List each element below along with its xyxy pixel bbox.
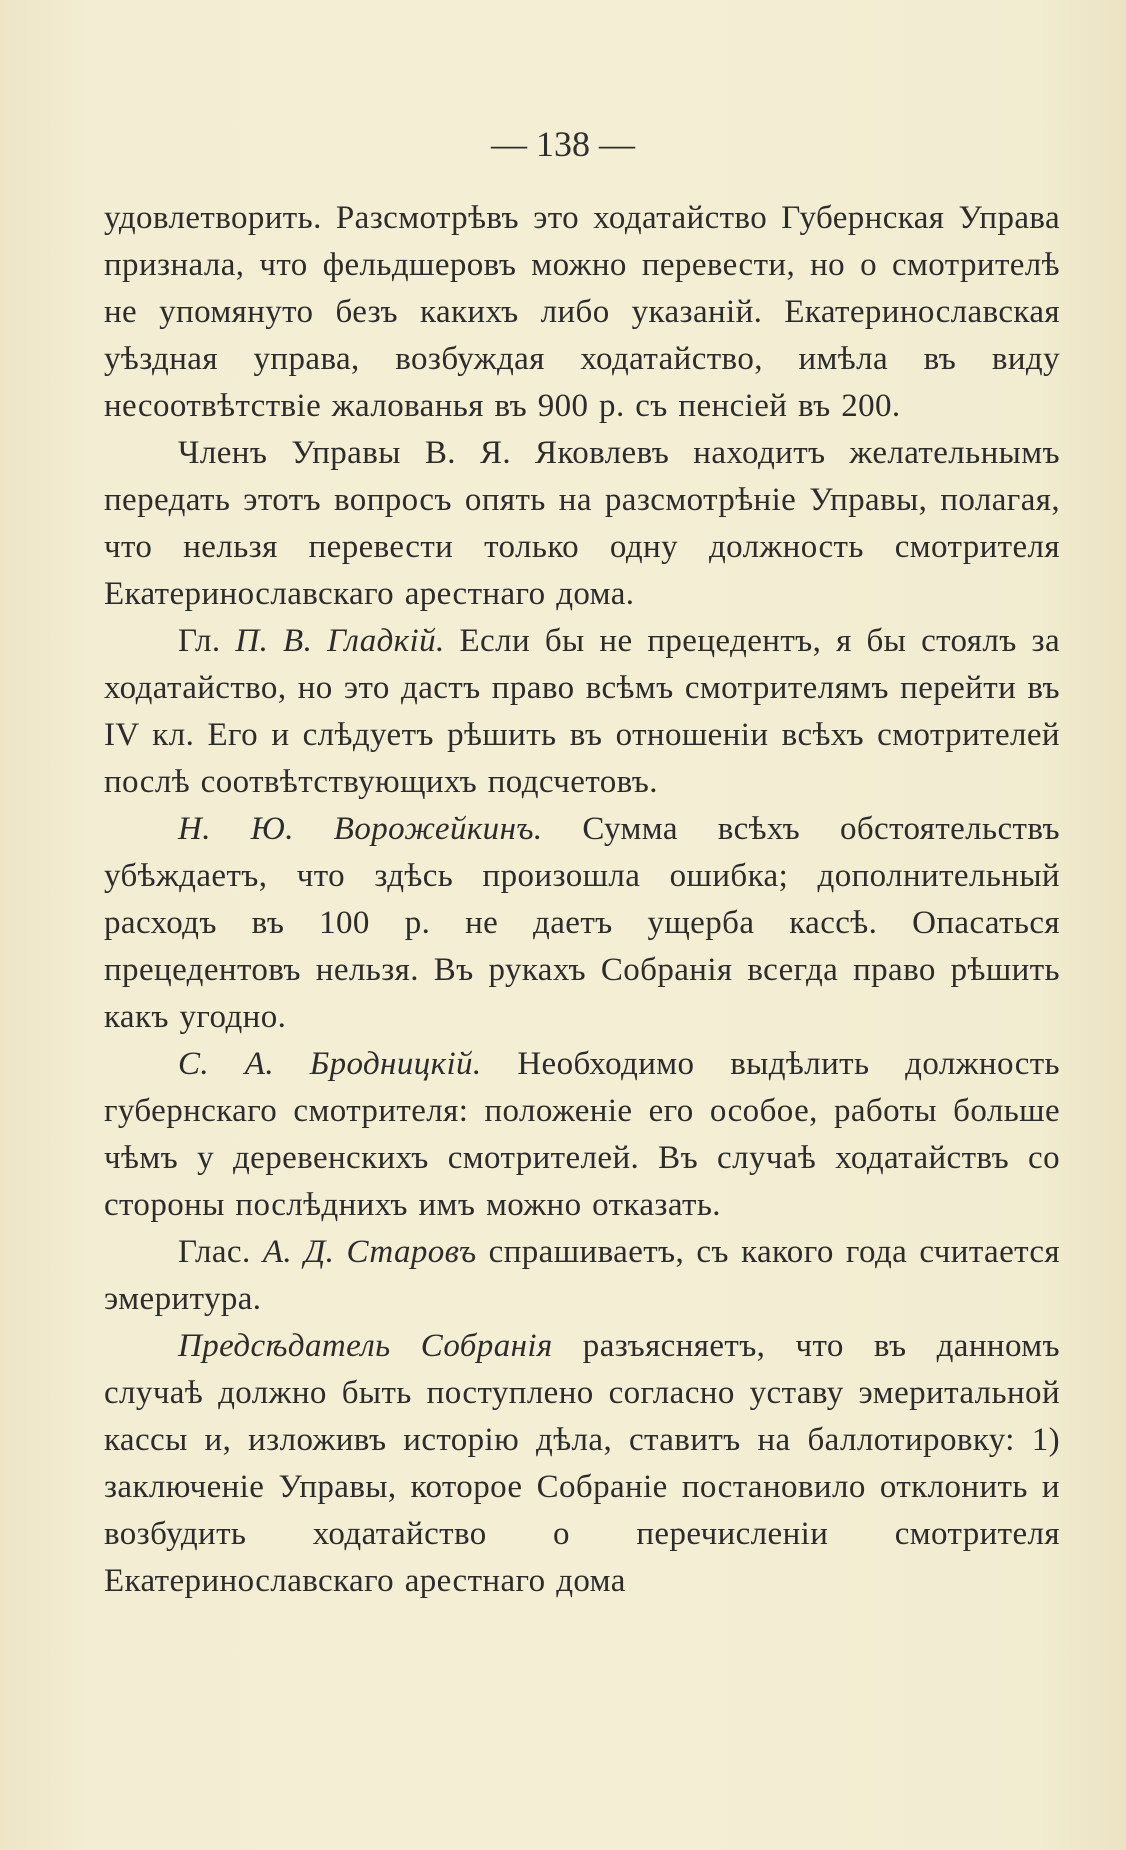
speaker-name: Предсѣдатель Собранія <box>178 1328 553 1364</box>
paragraph-text: спрашиваетъ, съ какого года считается эмеритура. <box>104 1234 1061 1317</box>
paragraph-3 <box>104 618 1060 806</box>
speaker-prefix: Глас. <box>178 1234 263 1270</box>
paragraph-7 <box>104 1323 1060 1605</box>
speaker-name: Н. Ю. Ворожейкинъ. <box>178 811 543 847</box>
speaker-name: А. Д. Старовъ <box>262 1234 477 1270</box>
paragraph-6 <box>104 1229 1060 1323</box>
paragraph-text: Сумма всѣхъ обстоятельствъ убѣждаетъ, что здѣсь произошла ошибка; дополнительный расходъ въ 100 р. не даетъ ущерба кассѣ. Опасаться прецедентовъ нельзя. Въ рукахъ Собранія всегда право рѣшить какъ угодно. <box>104 811 1060 1035</box>
paragraph-text: Если бы не прецедентъ, я бы стоялъ за ходатайство, но это дастъ право всѣмъ смотрителямъ перейти въ IV кл. Его и слѣдуетъ рѣшить въ отношеніи всѣхъ смотрителей послѣ соотвѣтствующихъ подсчетовъ. <box>104 623 1060 800</box>
paragraph-text: Необходимо выдѣлить должность губернскаго смотрителя: положеніе его особое, работы больше чѣмъ у деревенскихъ смотрителей. Въ случаѣ ходатайствъ со стороны послѣднихъ имъ можно отказать. <box>104 1046 1061 1223</box>
paragraph-4 <box>104 806 1060 1041</box>
speaker-name: П. В. Гладкій. <box>235 623 445 659</box>
body-text <box>104 195 1060 1605</box>
speaker-prefix: Гл. <box>178 623 236 659</box>
page-number: — 138 — <box>491 124 635 164</box>
speaker-name: С. А. Бродницкій. <box>178 1046 482 1082</box>
paragraph-1 <box>104 195 1060 430</box>
paragraph-2 <box>104 430 1060 618</box>
paragraph-text: удовлетворить. Разсмотрѣвъ это ходатайство Губернская Управа признала, что фельдшеровъ можно перевести, но о смотрителѣ не упомянуто безъ какихъ либо указаній. Екатеринославская уѣздная управа, возбуждая ходатайство, имѣла въ виду несоотвѣтствіе жалованья въ 900 р. съ пенсіей въ 200. <box>104 200 1060 424</box>
paragraph-5 <box>104 1041 1060 1229</box>
paragraph-text: Членъ Управы В. Я. Яковлевъ находитъ желательнымъ передать этотъ вопросъ опять на разсмотрѣніе Управы, полагая, что нельзя перевести только одну должность смотрителя Екатеринославскаго арестнаго дома. <box>104 435 1060 612</box>
paragraph-text: разъясняетъ, что въ данномъ случаѣ должно быть поступлено согласно уставу эмеритальной кассы и, изложивъ исторію дѣла, ставитъ на баллотировку: 1) заключеніе Управы, которое Собраніе постановило отклонить и возбудить ходатайство о перечисленіи смотрителя Екатеринославскаго арестнаго дома <box>104 1328 1060 1599</box>
